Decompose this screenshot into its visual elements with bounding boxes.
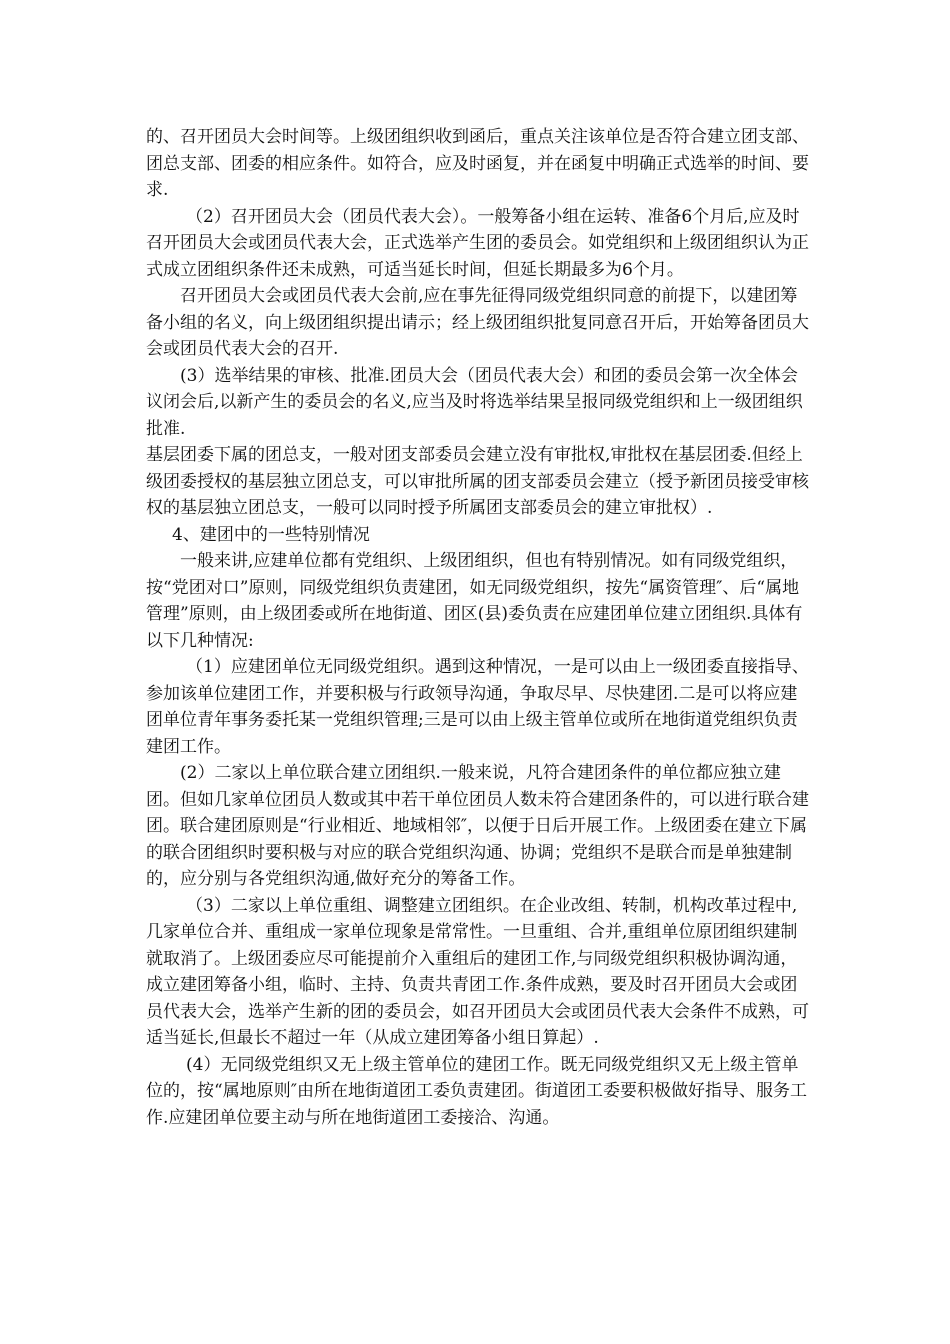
paragraph-3: 召开团员大会或团员代表大会前,应在事先征得同级党组织同意的前提下，以建团筹备小组的名义，向上级团组织提出请示；经上级团组织批复同意召开后，开始筹备团员大会或团员代表大会的召开. [146, 286, 809, 359]
paragraph-2: （2）召开团员大会（团员代表大会）。一般筹备小组在运转、准备6个月后,应及时召开团员大会或团员代表大会，正式选举产生团的委员会。如党组织和上级团组织认为正式成立团组织条件还未成熟，可适当延长时间，但延长期最多为6个月。 [146, 206, 809, 280]
paragraph-4: (3）选举结果的审核、批准.团员大会（团员代表大会）和团的委员会第一次全体会议闭会后,以新产生的委员会的名义,应当及时将选举结果呈报同级党组织和上一级团组织批准. [146, 365, 803, 439]
paragraph-9: (2）二家以上单位联合建立团组织.一般来说，凡符合建团条件的单位都应独立建团。但如几家单位团员人数或其中若干单位团员人数未符合建团条件的，可以进行联合建团。联合建团原则是“行业相近、地域相邻″，以便于日后开展工作。上级团委在建立下属的联合团组织时要积极与对应的联合党组织沟通、协调；党组织不是联合而是单独建制的，应分别与各党组织沟通,做好充分的筹备工作。 [146, 763, 809, 889]
paragraph-1: 的、召开团员大会时间等。上级团组织收到函后，重点关注该单位是否符合建立团支部、团总支部、团委的相应条件。如符合，应及时函复，并在函复中明确正式选举的时间、要求. [146, 127, 809, 200]
paragraph-8: （1）应建团单位无同级党组织。遇到这种情况，一是可以由上一级团委直接指导、参加该单位建团工作，并要积极与行政领导沟通，争取尽早、尽快建团.二是可以将应建团单位青年事务委托某一党组织管理;三是可以由上级主管单位或所在地街道党组织负责建团工作。 [146, 657, 809, 757]
paragraph-11: (4）无同级党组织又无上级主管单位的建团工作。既无同级党组织又无上级主管单位的，按“属地原则″由所在地街道团工委负责建团。街道团工委要积极做好指导、服务工作.应建团单位要主动与所在地街道团工委接洽、沟通。 [146, 1054, 808, 1128]
paragraph-7: 一般来讲,应建单位都有党组织、上级团组织，但也有特别情况。如有同级党组织，按“党团对口”原则，同级党组织负责建团，如无同级党组织，按先“属资管理″、后“属地管理”原则，由上级团委或所在地街道、团区(县)委负责在应建团单位建立团组织.具体有以下几种情况: [146, 551, 803, 651]
paragraph-5: 基层团委下属的团总支，一般对团支部委员会建立没有审批权,审批权在基层团委.但经上级团委授权的基层独立团总支，可以审批所属的团支部委员会建立（授予新团员接受审核权的基层独立团总支，一般可以同时授予所属团支部委员会的建立审批权）. [146, 445, 809, 518]
document-body [146, 124, 810, 1131]
section-heading: 4、建团中的一些特别情况 [172, 524, 370, 545]
paragraph-10: （3）二家以上单位重组、调整建立团组织。在企业改组、转制，机构改革过程中,几家单位合并、重组成一家单位现象是常常性。一旦重组、合并,重组单位原团组织建制就取消了。上级团委应尽可能提前介入重组后的建团工作,与同级党组织积极协调沟通，成立建团筹备小组，临时、主持、负责共青团工作.条件成熟，要及时召开团员大会或团员代表大会，选举产生新的团的委员会，如召开团员大会或团员代表大会条件不成熟，可适当延长,但最长不超过一年（从成立建团筹备小组日算起）. [146, 895, 809, 1048]
